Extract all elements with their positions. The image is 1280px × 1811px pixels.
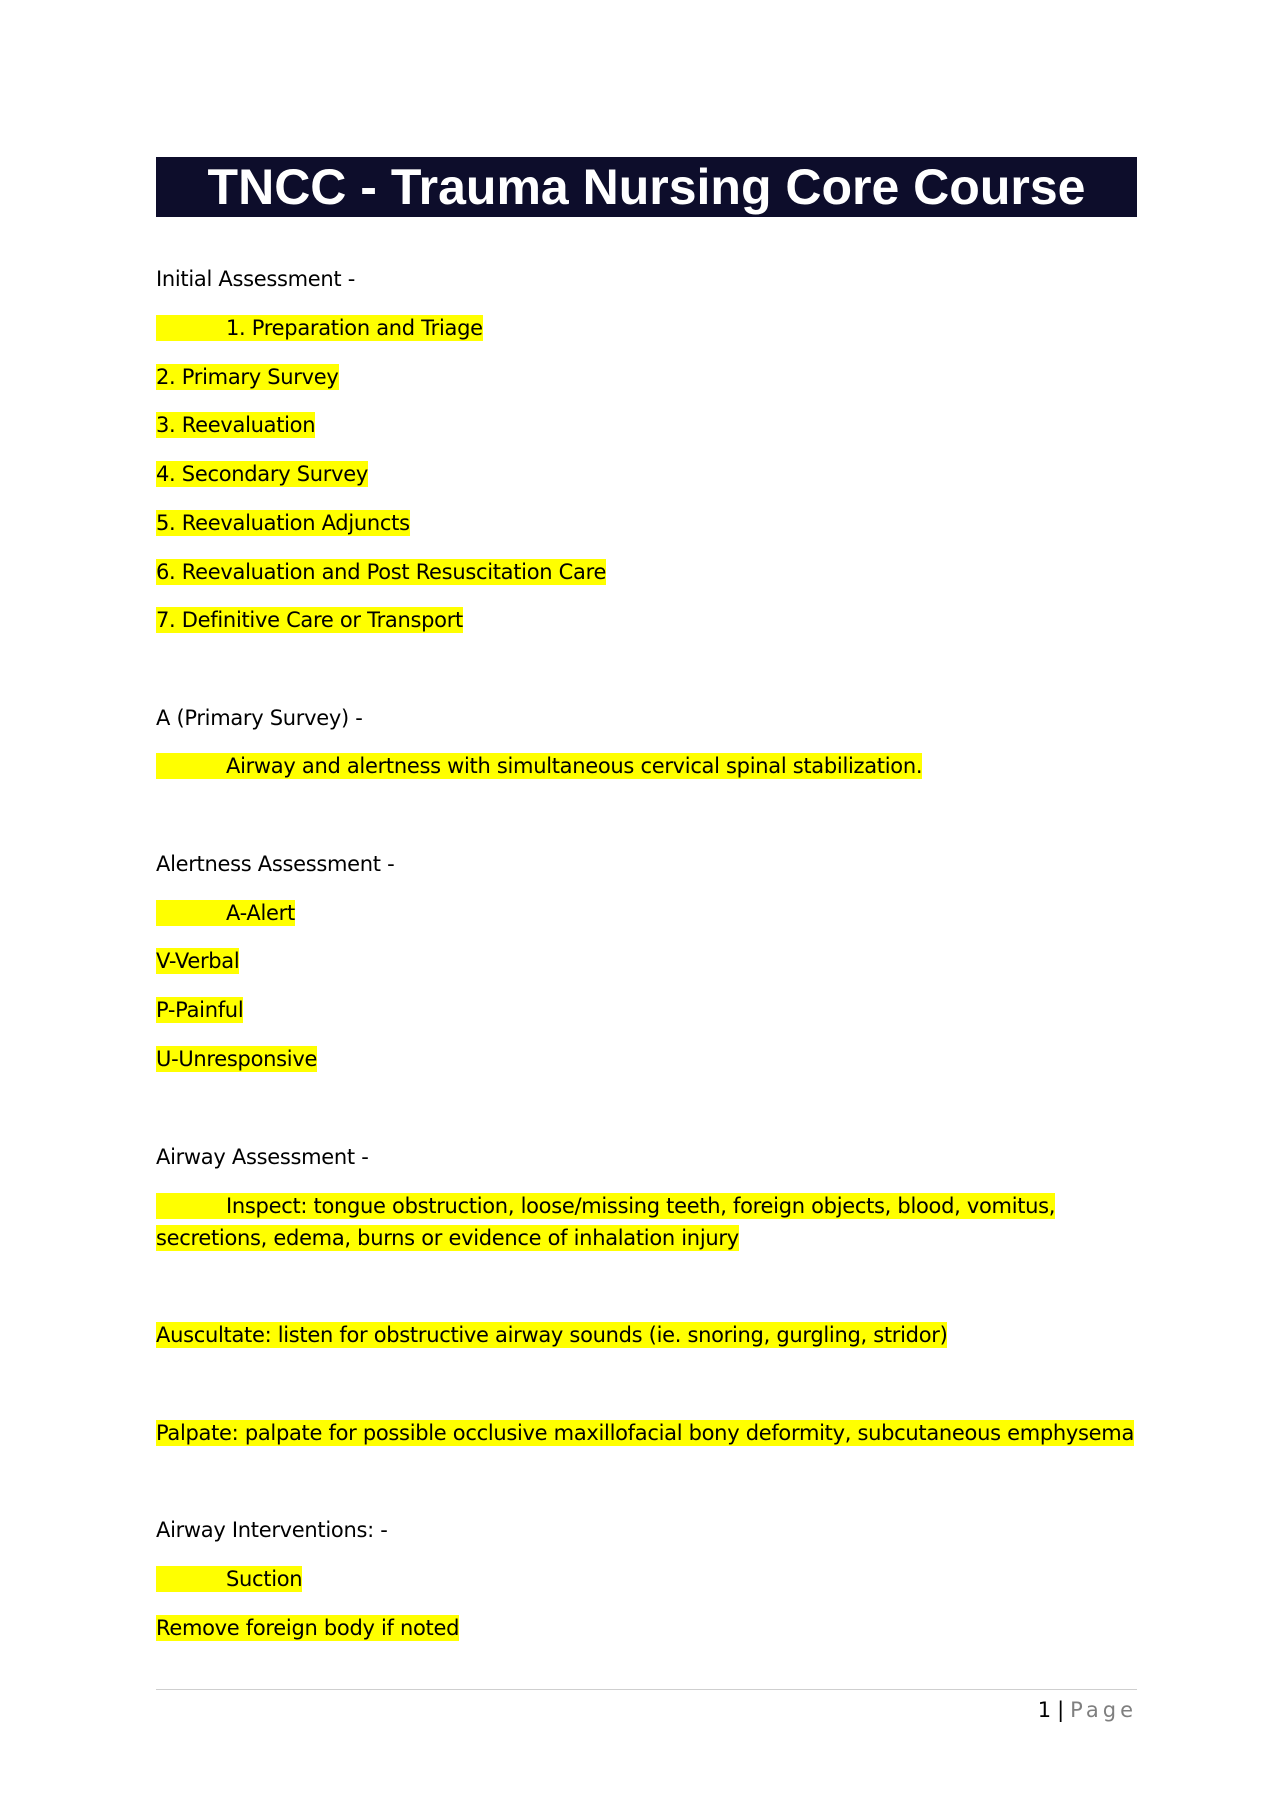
section-heading-airway-assessment: Airway Assessment -	[156, 1145, 369, 1169]
list-item: 6. Reevaluation and Post Resuscitation Care	[156, 560, 607, 584]
section-heading-primary-survey: A (Primary Survey) -	[156, 706, 363, 730]
document-title: TNCC - Trauma Nursing Core Course	[156, 157, 1137, 217]
list-item: V-Verbal	[156, 949, 240, 973]
section-heading-airway-interventions: Airway Interventions: -	[156, 1518, 388, 1542]
page-label: Page	[1070, 1698, 1137, 1722]
list-item: 1. Preparation and Triage	[156, 313, 483, 344]
page-number: 1	[1037, 1698, 1052, 1722]
section-heading-initial-assessment: Initial Assessment -	[156, 267, 356, 291]
list-item: 3. Reevaluation	[156, 413, 316, 437]
list-item: Auscultate: listen for obstructive airway sounds (ie. snoring, gurgling, stridor)	[156, 1323, 948, 1347]
list-item: Suction	[156, 1564, 302, 1595]
page-footer	[1038, 1695, 1137, 1725]
list-item: 7. Definitive Care or Transport	[156, 608, 463, 632]
list-item: Inspect: tongue obstruction, loose/missing teeth, foreign objects, blood, vomitus, secretions, edema, burns or evidence of inhalation injury	[156, 1194, 1056, 1250]
list-item: U-Unresponsive	[156, 1047, 318, 1071]
list-item: P-Painful	[156, 998, 244, 1022]
section-heading-alertness-assessment: Alertness Assessment -	[156, 852, 395, 876]
list-item: Remove foreign body if noted	[156, 1616, 460, 1640]
footer-divider	[156, 1689, 1137, 1690]
list-item: 4. Secondary Survey	[156, 462, 368, 486]
list-item: 5. Reevaluation Adjuncts	[156, 511, 410, 535]
list-item: Airway and alertness with simultaneous cervical spinal stabilization.	[156, 751, 922, 782]
list-item: 2. Primary Survey	[156, 365, 339, 389]
footer-separator: |	[1057, 1698, 1065, 1722]
list-item: A-Alert	[156, 898, 295, 929]
list-item: Palpate: palpate for possible occlusive maxillofacial bony deformity, subcutaneous emphysema	[156, 1421, 1135, 1445]
